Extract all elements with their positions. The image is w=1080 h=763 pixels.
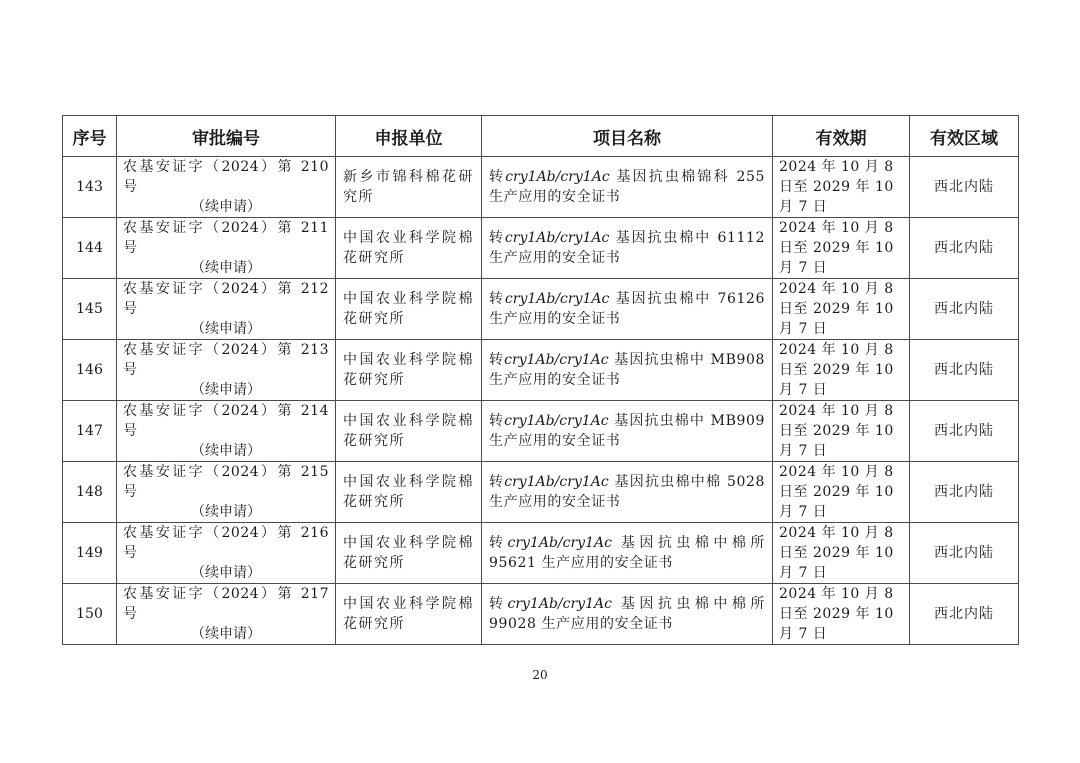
renewal-note: （续申请） [191, 321, 261, 337]
project-name-cell [482, 340, 773, 401]
table-row [63, 401, 1019, 462]
project-prefix: 转 [489, 169, 506, 185]
certificate-table [62, 115, 1019, 645]
table-row [63, 462, 1019, 523]
project-prefix: 转 [489, 291, 505, 307]
project-suffix: 基因抗虫棉中棉所 95621 生产应用的安全证书 [489, 535, 765, 571]
validity-period-cell: 2024 年 10 月 8 日至 2029 年 10 月 7 日 [773, 523, 910, 584]
table-row [63, 523, 1019, 584]
gene-name: cry1Ab/cry1Ac [504, 413, 609, 429]
table-row [63, 218, 1019, 279]
header-valid-region: 有效区域 [910, 116, 1019, 157]
project-suffix: 基因抗虫棉中棉所 99028 生产应用的安全证书 [489, 596, 765, 632]
approval-number-cell [117, 279, 336, 340]
approval-number-cell [117, 401, 336, 462]
approval-number-cell [117, 340, 336, 401]
table-row [63, 157, 1019, 218]
table-row [63, 340, 1019, 401]
header-applicant-unit: 申报单位 [336, 116, 482, 157]
table-header-row [63, 116, 1019, 157]
valid-region-cell: 西北内陆 [910, 462, 1019, 523]
applicant-unit-cell: 中国农业科学院棉花研究所 [336, 462, 482, 523]
project-name-cell [482, 218, 773, 279]
valid-region-cell: 西北内陆 [910, 584, 1019, 645]
project-name-cell [482, 157, 773, 218]
serial-number-cell: 145 [63, 279, 117, 340]
project-prefix: 转 [489, 352, 505, 368]
approval-number-cell [117, 584, 336, 645]
project-suffix: 基因抗虫棉中棉 5028 生产应用的安全证书 [489, 474, 765, 510]
project-prefix: 转 [489, 230, 505, 246]
project-name-cell [482, 523, 773, 584]
serial-number-cell: 146 [63, 340, 117, 401]
serial-number-cell: 144 [63, 218, 117, 279]
renewal-note: （续申请） [191, 443, 261, 459]
approval-number: 农基安证字（2024）第 211 号 [123, 220, 329, 256]
project-suffix: 基因抗虫棉中 MB909 生产应用的安全证书 [489, 413, 765, 449]
renewal-note: （续申请） [191, 382, 261, 398]
validity-period-cell: 2024 年 10 月 8 日至 2029 年 10 月 7 日 [773, 157, 910, 218]
approval-number-cell [117, 462, 336, 523]
project-name-cell [482, 584, 773, 645]
project-name-cell [482, 279, 773, 340]
valid-region-cell: 西北内陆 [910, 279, 1019, 340]
applicant-unit-cell: 中国农业科学院棉花研究所 [336, 279, 482, 340]
header-project-name: 项目名称 [482, 116, 773, 157]
valid-region-cell: 西北内陆 [910, 401, 1019, 462]
renewal-note: （续申请） [191, 199, 261, 215]
validity-period-cell: 2024 年 10 月 8 日至 2029 年 10 月 7 日 [773, 340, 910, 401]
project-suffix: 基因抗虫棉中 61112 生产应用的安全证书 [489, 230, 765, 266]
approval-number-cell [117, 218, 336, 279]
serial-number-cell: 150 [63, 584, 117, 645]
validity-period-cell: 2024 年 10 月 8 日至 2029 年 10 月 7 日 [773, 218, 910, 279]
header-approval-number: 审批编号 [117, 116, 336, 157]
applicant-unit-cell: 中国农业科学院棉花研究所 [336, 218, 482, 279]
project-name-cell [482, 462, 773, 523]
gene-name: cry1Ab/cry1Ac [507, 596, 612, 612]
renewal-note: （续申请） [191, 260, 261, 276]
serial-number-cell: 147 [63, 401, 117, 462]
gene-name: cry1Ab/cry1Ac [504, 474, 609, 490]
project-suffix: 基因抗虫棉中 MB908 生产应用的安全证书 [489, 352, 765, 388]
table-row [63, 584, 1019, 645]
header-serial-number: 序号 [63, 116, 117, 157]
validity-period-cell: 2024 年 10 月 8 日至 2029 年 10 月 7 日 [773, 401, 910, 462]
applicant-unit-cell: 中国农业科学院棉花研究所 [336, 584, 482, 645]
applicant-unit-cell: 中国农业科学院棉花研究所 [336, 401, 482, 462]
gene-name: cry1Ab/cry1Ac [505, 169, 610, 185]
renewal-note: （续申请） [191, 504, 261, 520]
applicant-unit-cell: 中国农业科学院棉花研究所 [336, 523, 482, 584]
approval-number: 农基安证字（2024）第 213 号 [123, 342, 329, 378]
valid-region-cell: 西北内陆 [910, 157, 1019, 218]
project-prefix: 转 [489, 413, 505, 429]
project-prefix: 转 [489, 596, 508, 612]
gene-name: cry1Ab/cry1Ac [504, 352, 609, 368]
approval-number: 农基安证字（2024）第 215 号 [123, 464, 329, 500]
approval-number: 农基安证字（2024）第 212 号 [123, 281, 329, 317]
serial-number-cell: 148 [63, 462, 117, 523]
validity-period-cell: 2024 年 10 月 8 日至 2029 年 10 月 7 日 [773, 279, 910, 340]
approval-number: 农基安证字（2024）第 210 号 [123, 159, 329, 195]
validity-period-cell: 2024 年 10 月 8 日至 2029 年 10 月 7 日 [773, 462, 910, 523]
applicant-unit-cell: 中国农业科学院棉花研究所 [336, 340, 482, 401]
gene-name: cry1Ab/cry1Ac [507, 535, 612, 551]
project-prefix: 转 [489, 474, 505, 490]
approval-number: 农基安证字（2024）第 216 号 [123, 525, 329, 561]
approval-number-cell [117, 157, 336, 218]
renewal-note: （续申请） [191, 626, 261, 642]
serial-number-cell: 143 [63, 157, 117, 218]
project-name-cell [482, 401, 773, 462]
valid-region-cell: 西北内陆 [910, 218, 1019, 279]
gene-name: cry1Ab/cry1Ac [504, 230, 610, 246]
project-suffix: 基因抗虫棉中 76126 生产应用的安全证书 [489, 291, 765, 327]
gene-name: cry1Ab/cry1Ac [504, 291, 610, 307]
serial-number-cell: 149 [63, 523, 117, 584]
applicant-unit-cell: 新乡市锦科棉花研究所 [336, 157, 482, 218]
header-validity-period: 有效期 [773, 116, 910, 157]
table-row [63, 279, 1019, 340]
page-number: 20 [532, 668, 548, 682]
project-prefix: 转 [489, 535, 508, 551]
approval-number: 农基安证字（2024）第 214 号 [123, 403, 329, 439]
valid-region-cell: 西北内陆 [910, 340, 1019, 401]
valid-region-cell: 西北内陆 [910, 523, 1019, 584]
renewal-note: （续申请） [191, 565, 261, 581]
project-suffix: 基因抗虫棉锦科 255 生产应用的安全证书 [489, 169, 765, 205]
approval-number: 农基安证字（2024）第 217 号 [123, 586, 329, 622]
approval-number-cell [117, 523, 336, 584]
validity-period-cell: 2024 年 10 月 8 日至 2029 年 10 月 7 日 [773, 584, 910, 645]
